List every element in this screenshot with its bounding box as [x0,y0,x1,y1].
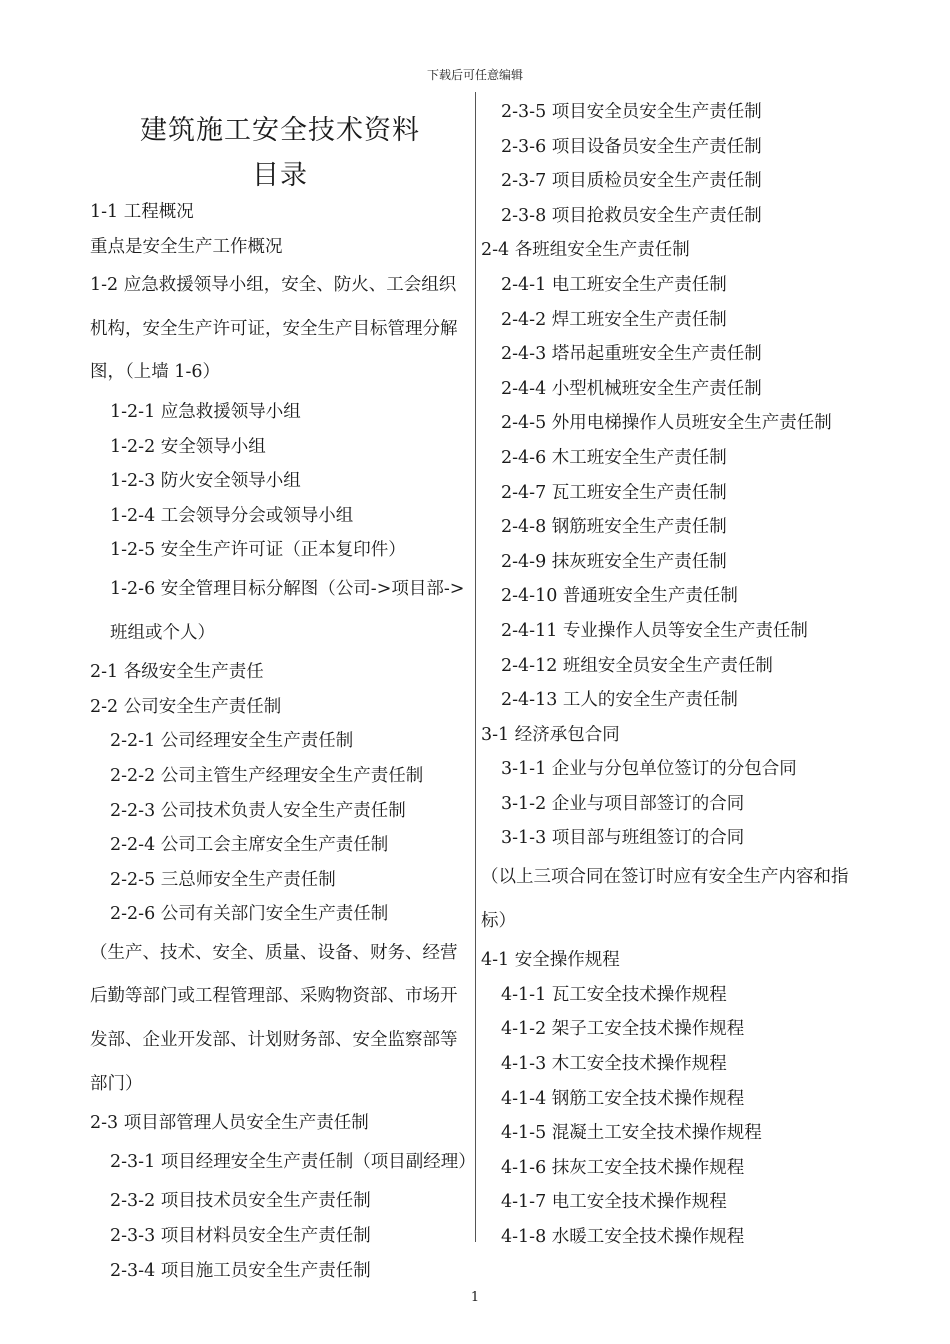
toc-entry: 1-2-2 安全领导小组 [110,436,266,457]
toc-entry: （以上三项合同在签订时应有安全生产内容和指标） [481,867,849,931]
toc-left-column [90,195,476,1288]
toc-entry: 2-4-9 抹灰班安全生产责任制 [501,551,727,572]
toc-entry: 3-1-1 企业与分包单位签订的分包合同 [501,759,797,780]
toc-entry: 2-3-2 项目技术员安全生产责任制 [110,1191,371,1212]
toc-entry: 2-4-5 外用电梯操作人员班安全生产责任制 [501,413,832,434]
toc-entry: 2-2-1 公司经理安全生产责任制 [110,731,354,752]
toc-entry: 2-4 各班组安全生产责任制 [481,240,690,261]
toc-entry: 2-3 项目部管理人员安全生产责任制 [90,1113,369,1134]
toc-entry: 1-2-5 安全生产许可证（正本复印件） [110,540,406,561]
toc-entry: 2-3-8 项目抢救员安全生产责任制 [501,205,762,226]
toc-entry: 1-2-4 工会领导分会或领导小组 [110,505,354,526]
toc-entry: 2-2-3 公司技术负责人安全生产责任制 [110,800,406,821]
toc-entry: 4-1-2 架子工安全技术操作规程 [501,1019,745,1040]
toc-entry: 4-1-8 水暖工安全技术操作规程 [501,1227,745,1247]
toc-entry: 2-3-7 项目质检员安全生产责任制 [501,171,762,192]
toc-heading: 目录 [252,160,308,191]
toc-entry: 4-1-7 电工安全技术操作规程 [501,1192,727,1213]
page-header: 下载后可任意编辑 [426,68,523,82]
page-number: 1 [470,1290,480,1305]
toc-entry: 2-3-4 项目施工员安全生产责任制 [110,1260,371,1281]
toc-entry: 4-1-6 抹灰工安全技术操作规程 [501,1157,745,1178]
toc-right-column [481,95,861,1255]
toc-entry: 2-4-7 瓦工班安全生产责任制 [501,482,727,503]
toc-entry: 2-4-1 电工班安全生产责任制 [501,274,727,295]
toc-entry: 4-1 安全操作规程 [481,950,620,971]
toc-entry: 2-4-11 专业操作人员等安全生产责任制 [501,620,808,641]
toc-entry: 2-3-6 项目设备员安全生产责任制 [501,136,762,157]
toc-entry: 2-2-4 公司工会主席安全生产责任制 [110,835,389,856]
toc-entry: 2-3-3 项目材料员安全生产责任制 [110,1226,371,1247]
toc-entry: 2-2-5 三总师安全生产责任制 [110,869,336,890]
toc-entry: 1-2-1 应急救援领导小组 [110,401,301,422]
toc-entry: 2-1 各级安全生产责任 [90,662,264,683]
toc-entry: 2-4-12 班组安全员安全生产责任制 [501,655,773,676]
toc-entry: 2-2 公司安全生产责任制 [90,696,282,717]
toc-entry: 2-3-1 项目经理安全生产责任制（项目副经理） [110,1151,476,1172]
toc-entry: 4-1-4 钢筋工安全技术操作规程 [501,1088,745,1109]
toc-entry: 2-2-6 公司有关部门安全生产责任制 [110,904,389,925]
toc-entry: 3-1-2 企业与项目部签订的合同 [501,793,745,814]
toc-entry: 2-4-4 小型机械班安全生产责任制 [501,378,762,399]
toc-entry: 2-4-6 木工班安全生产责任制 [501,447,727,468]
toc-entry: 2-4-10 普通班安全生产责任制 [501,586,738,607]
toc-entry: 1-2-6 安全管理目标分解图（公司->项目部->班组或个人） [110,578,465,643]
toc-entry: 4-1-3 木工安全技术操作规程 [501,1054,727,1075]
toc-entry: 4-1-1 瓦工安全技术操作规程 [501,984,727,1005]
toc-entry: 重点是安全生产工作概况 [90,236,283,257]
column-divider [475,92,476,1242]
toc-entry: 4-1-5 混凝土工安全技术操作规程 [501,1123,762,1144]
toc-entry: 2-4-3 塔吊起重班安全生产责任制 [501,344,762,365]
toc-entry: 2-4-13 工人的安全生产责任制 [501,690,738,711]
toc-entry: 2-4-8 钢筋班安全生产责任制 [501,517,727,538]
toc-entry: 2-3-5 项目安全员安全生产责任制 [501,102,762,122]
toc-entry: 2-2-2 公司主管生产经理安全生产责任制 [110,765,424,786]
document-title: 建筑施工安全技术资料 [140,115,420,146]
toc-entry: （生产、技术、安全、质量、设备、财务、经营后勤等部门或工程管理部、采购物资部、市场开发部、企业开发部、计划财务部、安全监察部等部门） [90,942,458,1094]
toc-entry: 1-2 应急救援领导小组，安全、防火、工会组织机构，安全生产许可证，安全生产目标管理分解图，（上墙 1-6） [90,275,458,383]
toc-entry: 3-1-3 项目部与班组签订的合同 [501,828,745,849]
toc-entry: 1-1 工程概况 [90,202,194,222]
toc-entry: 1-2-3 防火安全领导小组 [110,471,301,492]
toc-entry: 2-4-2 焊工班安全生产责任制 [501,309,727,330]
toc-entry: 3-1 经济承包合同 [481,724,620,745]
